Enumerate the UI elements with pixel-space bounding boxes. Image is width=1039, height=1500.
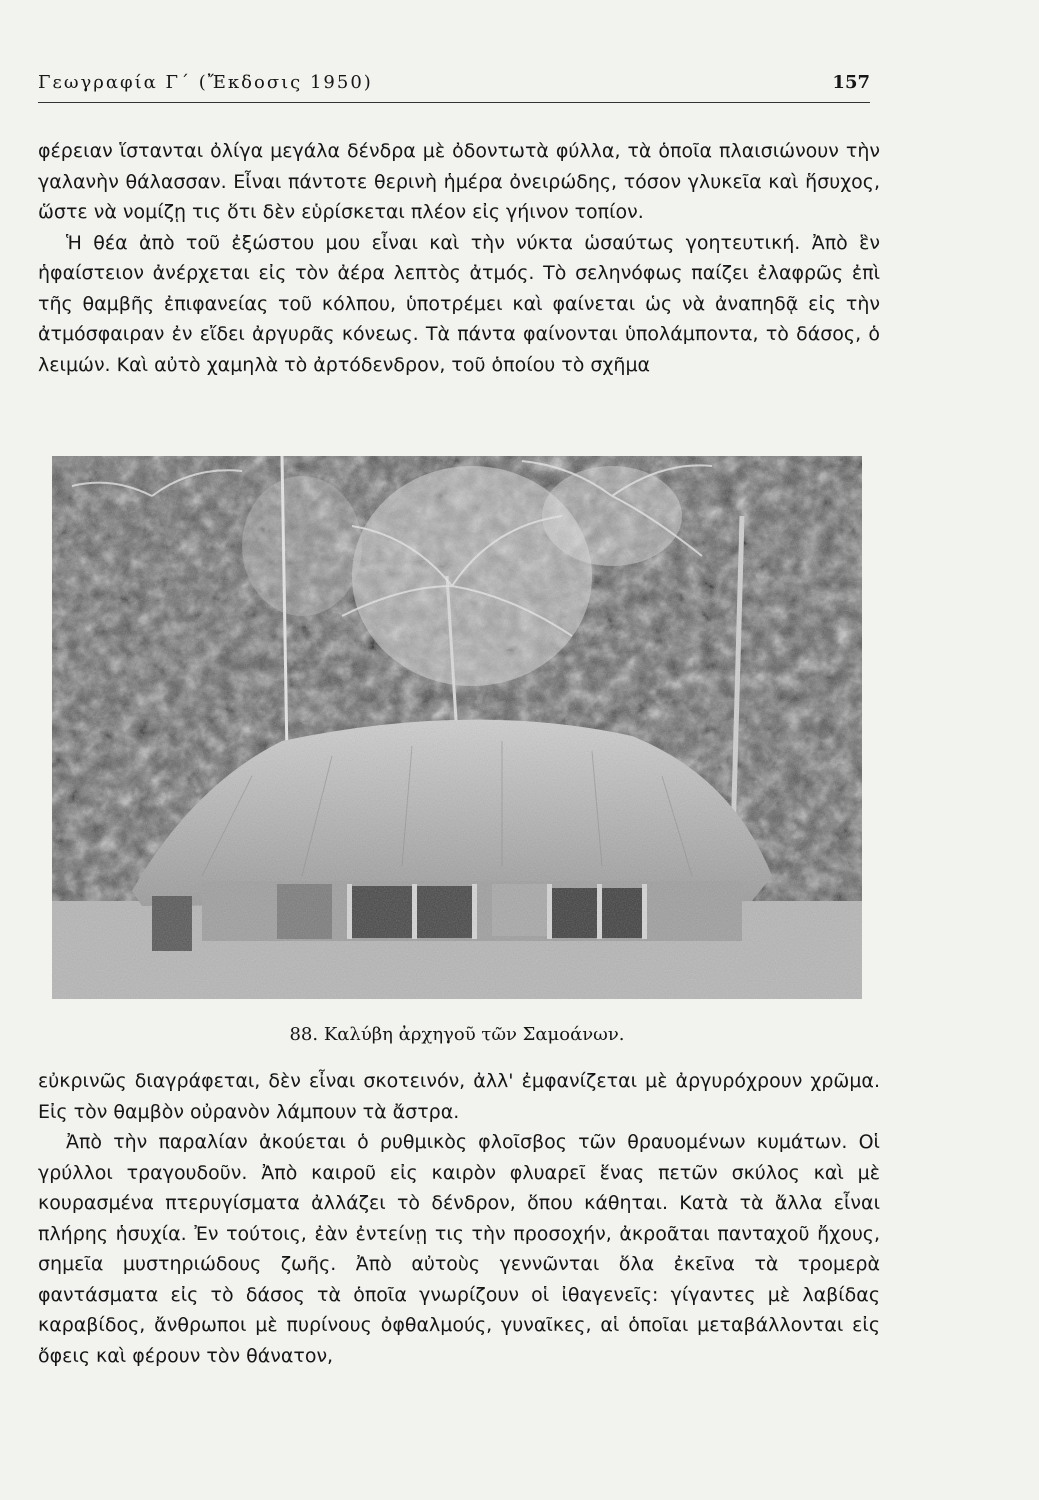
body-text-top <box>38 136 880 380</box>
photo-chief-hut <box>52 456 862 999</box>
page-number: 157 <box>832 72 870 93</box>
paragraph: Ἡ θέα ἀπὸ τοῦ ἐξώστου μου εἶναι καὶ τὴν νύκτα ὡσαύτως γοητευτική. Ἀπὸ ἓν ἡφαίστειον ἀνέρχεται εἰς τὸν ἀέρα λεπτὸς ἀτμός. Τὸ σεληνόφως παίζει ἐλαφρῶς ἐπὶ τῆς θαμβῆς ἐπιφανείας τοῦ κόλπου, ὑποτρέμει καὶ φαίνεται ὡς νὰ ἀναπηδᾷ εἰς τὴν ἀτμόσφαιραν ἐν εἴδει ἀργυρᾶς κόνεως. Τὰ πάντα φαίνονται ὑπολάμποντα, τὸ δάσος, ὁ λειμών. Καὶ αὐτὸ χαμηλὰ τὸ ἀρτόδενδρον, τοῦ ὁποίου τὸ σχῆμα <box>38 231 880 376</box>
figure-caption: 88. Καλύβη ἀρχηγοῦ τῶν Σαμοάνων. <box>289 1024 625 1045</box>
body-text-bottom <box>38 1066 880 1371</box>
running-head: Γεωγραφία Γ΄ (Ἔκδοσις 1950) <box>38 72 373 93</box>
paragraph: φέρειαν ἵστανται ὀλίγα μεγάλα δένδρα μὲ ὀδοντωτὰ φύλλα, τὰ ὁποῖα πλαισιώνουν τὴν γαλανὴν θάλασσαν. Εἶναι πάντοτε θερινὴ ἡμέρα ὀνειρώδης, τόσον γλυκεῖα καὶ ἥσυχος, ὥστε νὰ νομίζῃ τις ὅτι δὲν εὑρίσκεται πλέον εἰς γήινον τοπίον. <box>38 140 880 223</box>
page-header <box>38 72 870 103</box>
paragraph: Ἀπὸ τὴν παραλίαν ἀκούεται ὁ ρυθμικὸς φλοῖσβος τῶν θραυομένων κυμάτων. Οἱ γρύλλοι τραγουδοῦν. Ἀπὸ καιροῦ εἰς καιρὸν φλυαρεῖ ἕνας πετῶν σκύλος καὶ μὲ κουρασμένα πτερυγίσματα ἀλλάζει τὸ δένδρον, ὅπου κάθηται. Κατὰ τὰ ἄλλα εἶναι πλήρης ἡσυχία. Ἐν τούτοις, ἐὰν ἐντείνῃ τις τὴν προσοχήν, ἀκροᾶται πανταχοῦ ἤχους, σημεῖα μυστηριώδους ζωῆς. Ἀπὸ αὐτοὺς γεννῶνται ὅλα ἐκεῖνα τὰ τρομερὰ φαντάσματα εἰς τὸ δάσος τὰ ὁποῖα γνωρίζουν οἱ ἰθαγενεῖς: γίγαντες μὲ λαβίδας καραβίδος, ἄνθρωποι μὲ πυρίνους ὀφθαλμούς, γυναῖκες, αἱ ὁποῖαι μεταβάλλονται εἰς ὄφεις καὶ φέρουν τὸν θάνατον, <box>38 1131 880 1367</box>
paragraph: εὐκρινῶς διαγράφεται, δὲν εἶναι σκοτεινόν, ἀλλ' ἐμφανίζεται μὲ ἀργυρόχρουν χρῶμα. Εἰς τὸν θαμβὸν οὐρανὸν λάμπουν τὰ ἄστρα. <box>38 1070 880 1123</box>
